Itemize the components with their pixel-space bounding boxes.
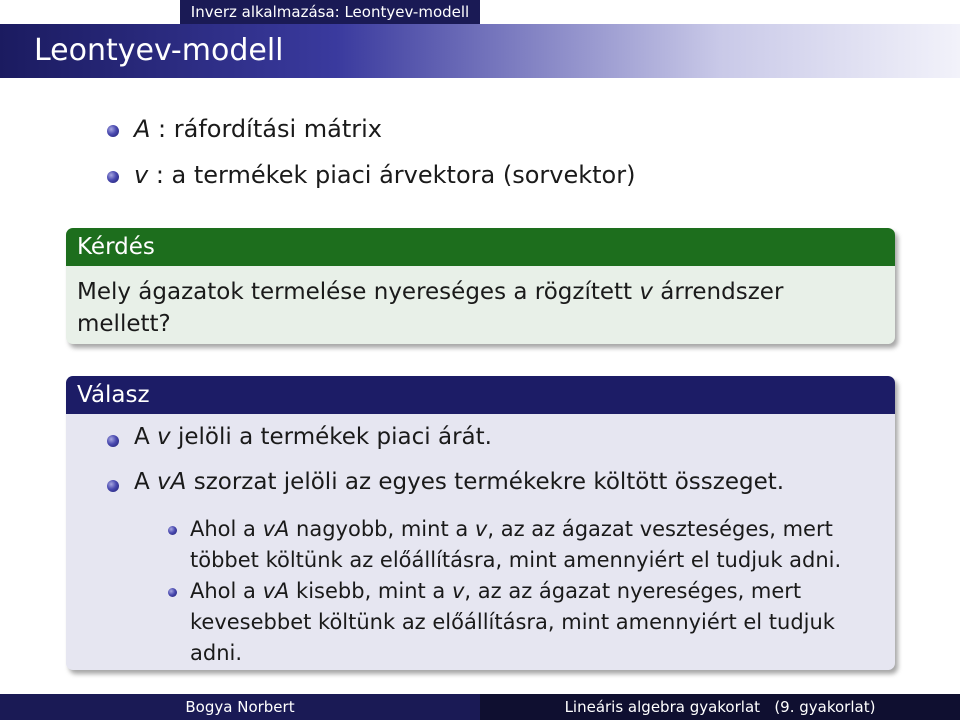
math-symbol: vA	[262, 579, 290, 603]
answer-block	[66, 376, 895, 670]
definition-text: : a termékek piaci árvektora (sorvektor)	[148, 161, 636, 189]
question-text	[77, 276, 877, 340]
answer-text-part: szorzat jelöli az egyes termékekre költött összeget.	[186, 469, 785, 495]
subitem-text-part: , az az ágazat nyereséges, mert	[464, 579, 802, 603]
math-symbol: A	[134, 115, 151, 143]
sub-bullet-icon	[168, 588, 177, 597]
footer-title[interactable]: Lineáris algebra gyakorlat (9. gyakorlat)	[480, 694, 960, 720]
question-text-part: árrendszer	[653, 279, 784, 305]
definition-text: : ráfordítási mátrix	[150, 115, 382, 143]
header-section-title[interactable]: Inverz alkalmazása: Leontyev-modell	[190, 3, 470, 21]
question-text-line2: mellett?	[77, 311, 171, 337]
math-symbol: v	[474, 517, 488, 541]
answer-item	[134, 469, 784, 495]
answer-block-title: Válasz	[66, 376, 895, 414]
footer	[0, 694, 960, 720]
bullet-icon	[107, 480, 119, 492]
question-block-title: Kérdés	[66, 228, 895, 266]
math-symbol: v	[134, 161, 149, 189]
subitem-text-part: nagyobb, mint a	[289, 517, 475, 541]
subitem-text-part: Ahol a	[190, 517, 263, 541]
subitem-text-part: Ahol a	[190, 579, 263, 603]
answer-subitem	[190, 576, 890, 669]
sub-bullet-icon	[168, 526, 177, 535]
subitem-text-part: , az az ágazat veszteséges, mert	[487, 517, 833, 541]
bullet-icon	[107, 171, 119, 183]
answer-text-part: jelöli a termékek piaci árát.	[170, 424, 492, 450]
math-symbol: v	[639, 279, 653, 305]
answer-subitem	[190, 514, 890, 576]
answer-text-part: A	[134, 469, 158, 495]
bullet-icon	[107, 435, 119, 447]
math-symbol: v	[451, 579, 465, 603]
definition-item	[134, 115, 382, 143]
answer-text-part: A	[134, 424, 158, 450]
answer-item	[134, 424, 492, 450]
subitem-text-line3: adni.	[190, 641, 243, 665]
question-text-part: Mely ágazatok termelése nyereséges a rögzített	[77, 279, 640, 305]
header-bar	[0, 0, 960, 24]
definition-item	[134, 161, 635, 189]
math-symbol: v	[157, 424, 171, 450]
question-block	[66, 228, 895, 344]
subitem-text-line2: többet költünk az előállításra, mint amennyiért el tudjuk adni.	[190, 548, 842, 572]
math-symbol: vA	[157, 469, 187, 495]
subitem-text-line2: kevesebbet költünk az előállításra, mint amennyiért el tudjuk	[190, 610, 835, 634]
subitem-text-part: kisebb, mint a	[289, 579, 452, 603]
math-symbol: vA	[262, 517, 290, 541]
footer-author[interactable]: Bogya Norbert	[0, 694, 480, 720]
frame-title: Leontyev-modell	[34, 33, 284, 68]
bullet-icon	[107, 125, 119, 137]
